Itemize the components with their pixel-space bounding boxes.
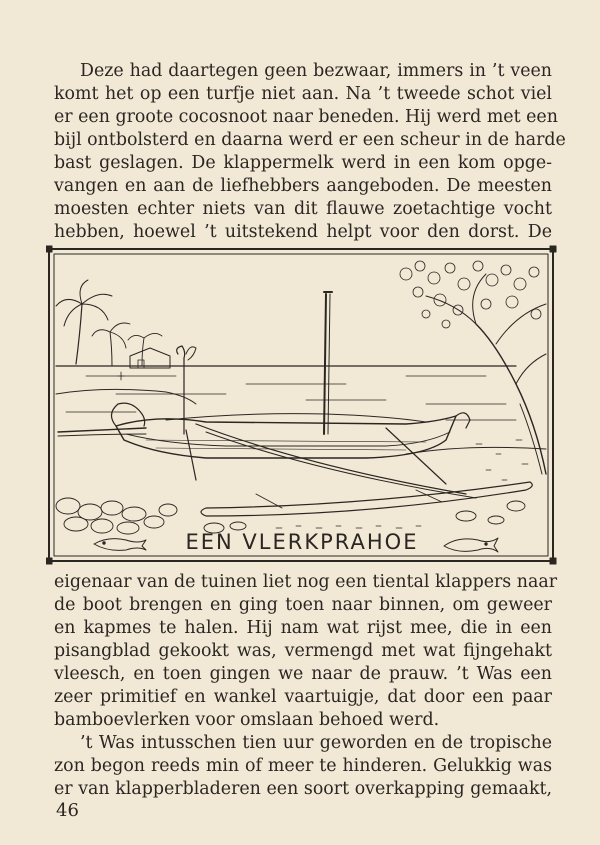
- text-line: zeer primitief en wankel vaartuigje, dat door een paar: [54, 687, 552, 707]
- text-line: zon begon reeds min of meer te hinderen. Gelukkig was: [54, 756, 552, 776]
- text-line: hebben, hoewel ’t uitstekend helpt voor den dorst. De: [54, 222, 552, 242]
- boat-illustration: [46, 244, 558, 566]
- figure-caption: EEN VLERKPRAHOE: [185, 530, 419, 554]
- text-line: pisangblad gekookt was, vermengd met wat fijngehakt: [54, 641, 552, 661]
- text-line: bast geslagen. De klappermelk werd in een kom opge-: [54, 153, 552, 173]
- text-line: ’t Was intusschen tien uur geworden en de tropische: [80, 733, 552, 753]
- text-line: eigenaar van de tuinen liet nog een tiental klappers naar: [54, 572, 558, 592]
- text-line: bamboevlerken voor omslaan behoed werd.: [54, 710, 440, 730]
- text-line: er van klapperbladeren een soort overkapping gemaakt,: [54, 779, 552, 799]
- text-line: er een groote cocosnoot naar beneden. Hij werd met een: [54, 107, 558, 127]
- illustration-drawing: [46, 244, 558, 566]
- text-line: de boot brengen en ging toen naar binnen, om geweer: [54, 595, 552, 615]
- text-line: bijl ontbolsterd en daarna werd er een scheur in de harde: [54, 130, 566, 150]
- paragraph-2: [54, 571, 558, 732]
- text-line: Deze had daartegen geen bezwaar, immers in ’t veen: [80, 61, 552, 81]
- paragraph-3: [54, 732, 552, 801]
- text-line: vleesch, en toen gingen we naar de prauw. ’t Was een: [54, 664, 552, 684]
- text-line: en kapmes te halen. Hij nam wat rijst mee, die in een: [54, 618, 552, 638]
- text-line: komt het op een turfje niet aan. Na ’t tweede schot viel: [54, 84, 552, 104]
- page-number: 46: [56, 800, 79, 821]
- paragraph-1: [54, 60, 566, 244]
- text-line: vangen en aan de liefhebbers aangeboden. De meesten: [54, 176, 552, 196]
- text-line: moesten echter niets van dit flauwe zoetachtige vocht: [54, 199, 552, 219]
